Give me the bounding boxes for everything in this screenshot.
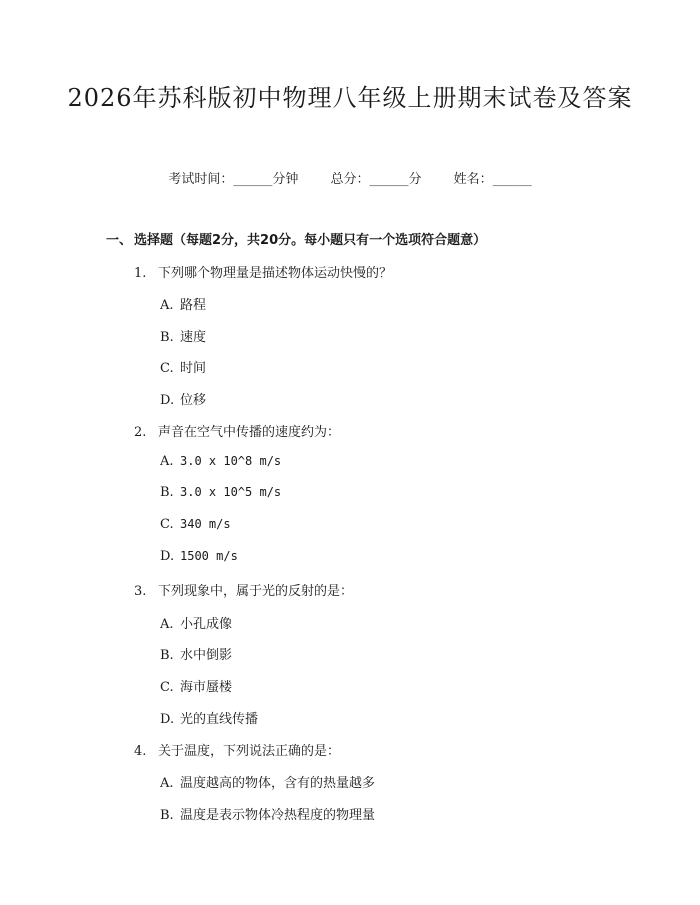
option-text: 路程 [180, 298, 207, 313]
option [160, 804, 375, 823]
option [160, 389, 206, 408]
option-label: A. [160, 617, 174, 632]
option-label: A. [160, 298, 174, 313]
option-label: A. [160, 776, 174, 791]
option-label: C. [160, 361, 174, 376]
exam-meta [0, 168, 700, 187]
question [134, 740, 340, 759]
option-label: D. [160, 712, 175, 727]
option [160, 644, 232, 663]
question [134, 580, 353, 599]
option-label: D. [160, 393, 175, 408]
option-label: C. [160, 680, 174, 695]
option-text: 340 m/s [180, 517, 231, 531]
question-number: 1. [134, 266, 147, 281]
option-text: 温度越高的物体，含有的热量越多 [180, 776, 376, 791]
option [160, 676, 232, 695]
option-text: 时间 [180, 361, 207, 376]
option [160, 454, 281, 469]
option [160, 357, 206, 376]
question [134, 262, 392, 281]
option [160, 326, 206, 345]
exam-time: 考试时间：______分钟 [168, 172, 299, 187]
option-text: 水中倒影 [180, 648, 233, 663]
question-number: 2. [134, 425, 147, 440]
option-label: D. [160, 549, 175, 564]
section-text: 选择题（每题2分，共20分。每小题只有一个选项符合题意） [134, 233, 487, 248]
option-text: 3.0 x 10^8 m/s [180, 454, 282, 468]
option-text: 1500 m/s [180, 549, 238, 563]
option-text: 位移 [180, 393, 207, 408]
option-label: A. [160, 454, 174, 469]
section-number: 一、 [106, 233, 133, 248]
option-label: B. [160, 330, 174, 345]
exam-name: 姓名：______ [453, 172, 532, 187]
option [160, 485, 281, 500]
question-number: 3. [134, 584, 147, 599]
question-text: 关于温度，下列说法正确的是： [158, 744, 341, 759]
question-number: 4. [134, 744, 147, 759]
option-text: 速度 [180, 330, 207, 345]
exam-score: 总分：______分 [330, 172, 422, 187]
option-label: B. [160, 485, 174, 500]
question-text: 声音在空气中传播的速度约为： [158, 425, 341, 440]
option [160, 708, 258, 727]
option-label: B. [160, 648, 174, 663]
question-text: 下列哪个物理量是描述物体运动快慢的？ [158, 266, 393, 281]
option [160, 294, 206, 313]
option-text: 温度是表示物体冷热程度的物理量 [180, 808, 376, 823]
option-label: C. [160, 517, 174, 532]
option [160, 613, 232, 632]
option-text: 光的直线传播 [180, 712, 259, 727]
option [160, 517, 231, 532]
option [160, 549, 238, 564]
section-heading [106, 229, 486, 248]
option-text: 海市蜃楼 [180, 680, 233, 695]
option-text: 3.0 x 10^5 m/s [180, 485, 282, 499]
question [134, 421, 340, 440]
page-title: 2026年苏科版初中物理八年级上册期末试卷及答案 [67, 84, 633, 112]
question-text: 下列现象中，属于光的反射的是： [158, 584, 354, 599]
option-text: 小孔成像 [180, 617, 233, 632]
option [160, 772, 375, 791]
option-label: B. [160, 808, 174, 823]
